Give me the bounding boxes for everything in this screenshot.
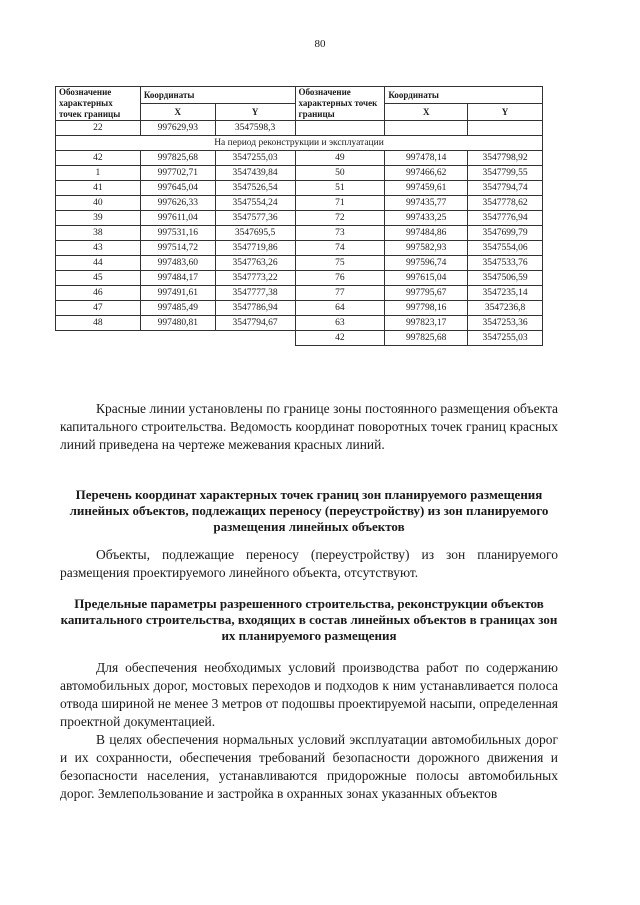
x-header-2: X	[385, 104, 468, 121]
point-id: 42	[56, 151, 141, 166]
y-value: 3547506,59	[468, 271, 543, 286]
table-row	[56, 286, 543, 301]
point-id: 43	[56, 241, 141, 256]
point-id: 40	[56, 196, 141, 211]
y-value: 3547794,67	[215, 316, 295, 331]
red-lines-paragraph: Красные линии установлены по границе зоны постоянного размещения объекта капитального строительства. Ведомость координат поворотных точек границ красных линий приведена на чертеже межевания красных линий.	[60, 401, 558, 452]
point-id: 48	[56, 316, 141, 331]
period-row	[56, 136, 543, 151]
x-value: 997615,04	[385, 271, 468, 286]
coordinates-table	[55, 86, 543, 346]
point-id: 76	[295, 271, 385, 286]
rows-body	[56, 151, 543, 331]
y-value: 3547778,62	[468, 196, 543, 211]
y-value: 3547719,86	[215, 241, 295, 256]
x-header: X	[140, 104, 215, 121]
x-value: 997798,16	[385, 301, 468, 316]
point-id: 22	[56, 121, 141, 136]
point-id: 63	[295, 316, 385, 331]
y-value: 3547577,36	[215, 211, 295, 226]
point-id: 38	[56, 226, 141, 241]
point-id: 71	[295, 196, 385, 211]
y-value: 3547798,92	[468, 151, 543, 166]
y-value: 3547799,55	[468, 166, 543, 181]
point-id: 74	[295, 241, 385, 256]
transfer-paragraph: Объекты, подлежащие переносу (переустройству) из зон планируемого размещения проектируемого линейного объекта, отсутствуют.	[60, 547, 558, 580]
y-value: 3547598,3	[215, 121, 295, 136]
y-value: 3547439,84	[215, 166, 295, 181]
point-id: 42	[295, 331, 385, 346]
section-heading-transfer: Перечень координат характерных точек границ зон планируемого размещения линейных объектов, подлежащих переносу (переустройству) из зон планируемого размещения линейных объектов	[69, 487, 549, 534]
y-value: 3547763,26	[215, 256, 295, 271]
x-value: 997795,67	[385, 286, 468, 301]
point-id: 41	[56, 181, 141, 196]
point-id: 46	[56, 286, 141, 301]
x-value: 997435,77	[385, 196, 468, 211]
x-value: 997484,86	[385, 226, 468, 241]
y-value: 3547554,24	[215, 196, 295, 211]
y-value: 3547773,22	[215, 271, 295, 286]
point-id: 49	[295, 151, 385, 166]
table-row	[56, 181, 543, 196]
x-value: 997825,68	[140, 151, 215, 166]
coordinates-header-2: Координаты	[385, 87, 543, 104]
table-row	[56, 151, 543, 166]
point-id: 39	[56, 211, 141, 226]
point-id: 50	[295, 166, 385, 181]
coordinates-header: Координаты	[140, 87, 295, 104]
y-value: 3547533,76	[468, 256, 543, 271]
x-value: 997480,81	[140, 316, 215, 331]
x-value: 997611,04	[140, 211, 215, 226]
table-row	[56, 121, 543, 136]
x-value: 997626,33	[140, 196, 215, 211]
x-value: 997483,60	[140, 256, 215, 271]
y-value: 3547695,5	[215, 226, 295, 241]
x-value: 997485,49	[140, 301, 215, 316]
table-row	[56, 331, 543, 346]
roadside-paragraph: В целях обеспечения нормальных условий эксплуатации автомобильных дорог и их сохранности, обеспечения требований безопасности дорожного движения и безопасности населения, устанавливаются придорожные полосы автомобильных дорог. Землепользование и застройка в охранных зонах указанных объектов	[60, 732, 558, 801]
designation-header-2: Обозначение характерных точек границы	[295, 87, 385, 121]
point-id: 47	[56, 301, 141, 316]
table-row	[56, 241, 543, 256]
x-value: 997629,93	[140, 121, 215, 136]
table-row	[56, 301, 543, 316]
point-id: 72	[295, 211, 385, 226]
x-value: 997702,71	[140, 166, 215, 181]
y-value: 3547554,06	[468, 241, 543, 256]
x-value: 997645,04	[140, 181, 215, 196]
x-value: 997433,25	[385, 211, 468, 226]
y-value: 3547255,03	[215, 151, 295, 166]
y-value: 3547526,54	[215, 181, 295, 196]
point-id: 64	[295, 301, 385, 316]
x-value: 997466,62	[385, 166, 468, 181]
table-row	[56, 196, 543, 211]
y-value: 3547235,14	[468, 286, 543, 301]
x-value: 997596,74	[385, 256, 468, 271]
x-value: 997823,17	[385, 316, 468, 331]
page-number: 80	[314, 38, 326, 50]
y-header-2: Y	[468, 104, 543, 121]
point-id: 1	[56, 166, 141, 181]
table-row	[56, 226, 543, 241]
y-value: 3547699,79	[468, 226, 543, 241]
y-header: Y	[215, 104, 295, 121]
y-value: 3547255,03	[468, 331, 543, 346]
point-id: 75	[295, 256, 385, 271]
table-row	[56, 316, 543, 331]
right-of-way-paragraph: Для обеспечения необходимых условий производства работ по содержанию автомобильных дорог, мостовых переходов и подходов к ним устанавливается полоса отвода шириной не менее 3 метров от подошвы проектируемой насыпи, определенная проектной документацией.	[60, 660, 558, 729]
point-id: 51	[295, 181, 385, 196]
y-value: 3547253,36	[468, 316, 543, 331]
point-id: 45	[56, 271, 141, 286]
point-id: 73	[295, 226, 385, 241]
y-value: 3547776,94	[468, 211, 543, 226]
x-value: 997531,16	[140, 226, 215, 241]
x-value: 997484,17	[140, 271, 215, 286]
x-value: 997825,68	[385, 331, 468, 346]
table-row	[56, 256, 543, 271]
section-heading-parameters: Предельные параметры разрешенного строительства, реконструкции объектов капитального строительства, входящих в состав линейных объектов в границах зон их планируемого размещения	[60, 596, 558, 643]
table-row	[56, 166, 543, 181]
x-value: 997514,72	[140, 241, 215, 256]
y-value: 3547236,8	[468, 301, 543, 316]
y-value: 3547786,94	[215, 301, 295, 316]
table-row	[56, 211, 543, 226]
table-row	[56, 271, 543, 286]
designation-header: Обозначение характерных точек границы	[56, 87, 141, 121]
x-value: 997582,93	[385, 241, 468, 256]
period-label: На период реконструкции и эксплуатации	[56, 136, 543, 151]
point-id: 44	[56, 256, 141, 271]
x-value: 997478,14	[385, 151, 468, 166]
y-value: 3547777,38	[215, 286, 295, 301]
y-value: 3547794,74	[468, 181, 543, 196]
x-value: 997459,61	[385, 181, 468, 196]
point-id: 77	[295, 286, 385, 301]
x-value: 997491,61	[140, 286, 215, 301]
